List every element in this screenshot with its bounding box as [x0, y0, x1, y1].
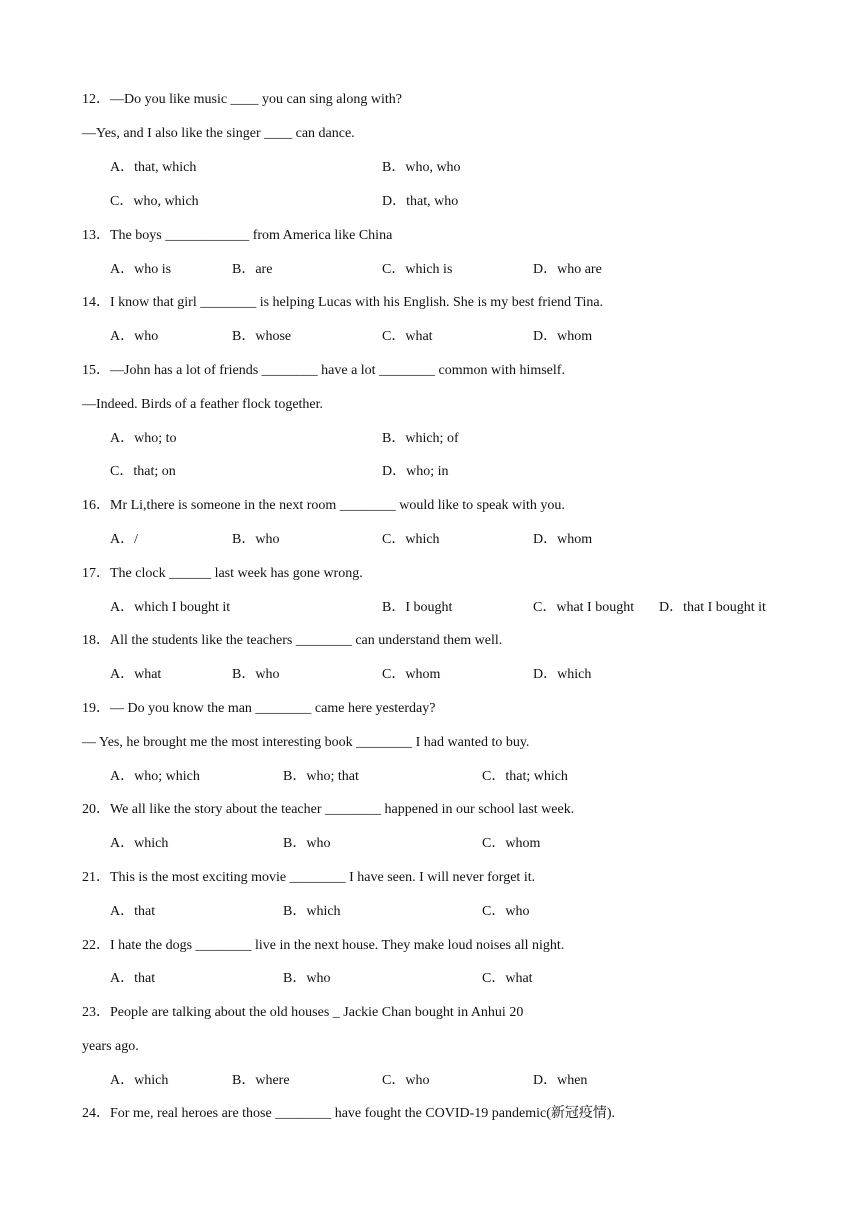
- question-13-option-a: A．who is: [110, 262, 172, 277]
- question-17-option-a: A．which I bought it: [110, 600, 231, 615]
- question-18-stem: 18．All the students like the teachers ________ can understand them well.: [82, 633, 503, 648]
- question-20-option-c: C．whom: [482, 836, 541, 851]
- question-20-option-b: B．who: [283, 836, 331, 851]
- question-13-option-b: B．are: [232, 262, 273, 277]
- question-16-option-d: D．whom: [533, 532, 593, 547]
- question-23-stem-line-2: years ago.: [82, 1039, 139, 1054]
- question-15-stem: 15．—John has a lot of friends ________ have a lot ________ common with himself.: [82, 363, 565, 378]
- question-13-option-c: C．which is: [382, 262, 453, 277]
- question-19-stem: 19．— Do you know the man ________ came here yesterday?: [82, 701, 436, 716]
- question-12-option-d: D．that, who: [382, 194, 459, 209]
- question-15-option-a: A．who; to: [110, 431, 177, 446]
- question-23-option-a: A．which: [110, 1073, 169, 1088]
- question-18-option-d: D．which: [533, 667, 592, 682]
- question-22-stem: 22．I hate the dogs ________ live in the next house. They make loud noises all night.: [82, 938, 565, 953]
- question-18-option-c: C．whom: [382, 667, 441, 682]
- question-19-option-b: B．who; that: [283, 769, 359, 784]
- question-23-option-d: D．when: [533, 1073, 588, 1088]
- question-14-stem: 14．I know that girl ________ is helping Lucas with his English. She is my best friend Tina.: [82, 295, 604, 310]
- question-23-option-c: C．who: [382, 1073, 430, 1088]
- question-19-stem-line-2: — Yes, he brought me the most interesting book ________ I had wanted to buy.: [82, 735, 530, 750]
- question-22-option-c: C．what: [482, 971, 533, 986]
- question-13-option-d: D．who are: [533, 262, 602, 277]
- question-20-option-a: A．which: [110, 836, 169, 851]
- question-15-option-b: B．which; of: [382, 431, 459, 446]
- question-16-option-b: B．who: [232, 532, 280, 547]
- question-14-option-d: D．whom: [533, 329, 593, 344]
- question-12-option-c: C．who, which: [110, 194, 199, 209]
- question-21-option-b: B．which: [283, 904, 341, 919]
- question-13-stem: 13．The boys ____________ from America like China: [82, 228, 393, 243]
- question-12-stem: 12．—Do you like music ____ you can sing along with?: [82, 92, 403, 107]
- question-14-option-a: A．who: [110, 329, 159, 344]
- question-22-option-a: A．that: [110, 971, 156, 986]
- question-22-option-b: B．who: [283, 971, 331, 986]
- question-16-stem: 16．Mr Li,there is someone in the next room ________ would like to speak with you.: [82, 498, 565, 513]
- question-24-stem: 24．For me, real heroes are those ________ have fought the COVID-19 pandemic(新冠疫情).: [82, 1106, 616, 1121]
- question-18-option-a: A．what: [110, 667, 162, 682]
- question-19-option-c: C．that; which: [482, 769, 568, 784]
- question-21-option-c: C．who: [482, 904, 530, 919]
- question-20-stem: 20．We all like the story about the teacher ________ happened in our school last week.: [82, 802, 575, 817]
- question-14-option-b: B．whose: [232, 329, 292, 344]
- question-17-option-c: C．what I bought: [533, 600, 635, 615]
- question-15-stem-line-2: —Indeed. Birds of a feather flock together.: [82, 397, 324, 412]
- question-16-option-a: A．/: [110, 532, 138, 547]
- question-18-option-b: B．who: [232, 667, 280, 682]
- question-21-option-a: A．that: [110, 904, 156, 919]
- question-17-stem: 17．The clock ______ last week has gone wrong.: [82, 566, 363, 581]
- question-12-option-a: A．that, which: [110, 160, 197, 175]
- question-23-option-b: B．where: [232, 1073, 290, 1088]
- question-14-option-c: C．what: [382, 329, 433, 344]
- question-19-option-a: A．who; which: [110, 769, 200, 784]
- question-23-stem: 23．People are talking about the old houses _ Jackie Chan bought in Anhui 20: [82, 1005, 524, 1020]
- question-21-stem: 21．This is the most exciting movie ________ I have seen. I will never forget it.: [82, 870, 536, 885]
- question-15-option-d: D．who; in: [382, 464, 449, 479]
- question-15-option-c: C．that; on: [110, 464, 176, 479]
- question-17-option-d: D．that I bought it: [659, 600, 766, 615]
- question-17-option-b: B．I bought: [382, 600, 453, 615]
- question-16-option-c: C．which: [382, 532, 440, 547]
- question-12-option-b: B．who, who: [382, 160, 461, 175]
- question-12-stem-line-2: —Yes, and I also like the singer ____ can dance.: [82, 126, 355, 141]
